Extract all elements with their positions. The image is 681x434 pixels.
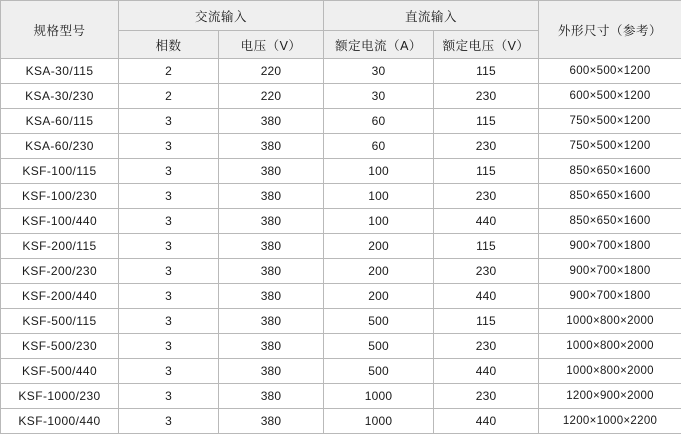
cell-ac-voltage: 380: [219, 284, 324, 309]
cell-model: KSF-1000/440: [1, 409, 119, 434]
cell-dimensions: 1000×800×2000: [539, 359, 681, 384]
cell-model: KSF-500/440: [1, 359, 119, 384]
cell-ac-voltage: 380: [219, 259, 324, 284]
cell-dimensions: 600×500×1200: [539, 59, 681, 84]
cell-model: KSF-100/115: [1, 159, 119, 184]
table-row: [1, 384, 681, 409]
cell-model: KSF-500/230: [1, 334, 119, 359]
cell-ac-voltage: 380: [219, 409, 324, 434]
header-model: 规格型号: [1, 1, 119, 59]
table-row: [1, 159, 681, 184]
header-dc-rated-current: 额定电流（A）: [324, 31, 434, 59]
cell-model: KSA-60/230: [1, 134, 119, 159]
cell-dc-current: 200: [324, 259, 434, 284]
table-row: [1, 284, 681, 309]
cell-phase: 3: [119, 409, 219, 434]
cell-dc-current: 1000: [324, 409, 434, 434]
cell-phase: 3: [119, 284, 219, 309]
cell-model: KSF-500/115: [1, 309, 119, 334]
cell-dc-voltage: 230: [434, 134, 539, 159]
table-row: [1, 409, 681, 434]
cell-ac-voltage: 380: [219, 159, 324, 184]
cell-dc-current: 500: [324, 359, 434, 384]
cell-phase: 3: [119, 134, 219, 159]
cell-dimensions: 1000×800×2000: [539, 334, 681, 359]
cell-dimensions: 1200×1000×2200: [539, 409, 681, 434]
cell-dc-voltage: 115: [434, 59, 539, 84]
table-row: [1, 209, 681, 234]
cell-model: KSA-60/115: [1, 109, 119, 134]
cell-dimensions: 600×500×1200: [539, 84, 681, 109]
cell-dimensions: 1000×800×2000: [539, 309, 681, 334]
cell-dimensions: 750×500×1200: [539, 109, 681, 134]
header-phase-count: 相数: [119, 31, 219, 59]
cell-model: KSF-100/230: [1, 184, 119, 209]
table-body: [1, 59, 681, 434]
table-row: [1, 309, 681, 334]
cell-dc-current: 60: [324, 109, 434, 134]
cell-dc-voltage: 230: [434, 384, 539, 409]
cell-phase: 3: [119, 259, 219, 284]
cell-dc-voltage: 115: [434, 234, 539, 259]
cell-phase: 2: [119, 84, 219, 109]
cell-dc-voltage: 115: [434, 309, 539, 334]
header-dimensions: 外形尺寸（参考）: [539, 1, 681, 59]
cell-ac-voltage: 380: [219, 384, 324, 409]
cell-ac-voltage: 380: [219, 209, 324, 234]
cell-dc-current: 60: [324, 134, 434, 159]
table-row: [1, 259, 681, 284]
header-group-dc-input: 直流输入: [324, 1, 539, 31]
cell-dc-voltage: 115: [434, 159, 539, 184]
cell-phase: 3: [119, 309, 219, 334]
cell-model: KSF-200/440: [1, 284, 119, 309]
cell-dc-current: 100: [324, 209, 434, 234]
cell-dc-voltage: 230: [434, 334, 539, 359]
cell-ac-voltage: 380: [219, 184, 324, 209]
cell-dimensions: 900×700×1800: [539, 284, 681, 309]
cell-ac-voltage: 380: [219, 134, 324, 159]
cell-dc-voltage: 230: [434, 84, 539, 109]
cell-dc-voltage: 440: [434, 409, 539, 434]
cell-model: KSF-1000/230: [1, 384, 119, 409]
cell-phase: 3: [119, 109, 219, 134]
cell-dc-voltage: 230: [434, 184, 539, 209]
cell-dc-current: 30: [324, 84, 434, 109]
cell-dc-voltage: 230: [434, 259, 539, 284]
cell-dimensions: 850×650×1600: [539, 159, 681, 184]
table-row: [1, 184, 681, 209]
cell-phase: 3: [119, 184, 219, 209]
cell-ac-voltage: 380: [219, 234, 324, 259]
cell-phase: 3: [119, 234, 219, 259]
cell-ac-voltage: 380: [219, 334, 324, 359]
cell-dc-current: 200: [324, 234, 434, 259]
table-row: [1, 234, 681, 259]
cell-dimensions: 850×650×1600: [539, 184, 681, 209]
cell-dimensions: 900×700×1800: [539, 259, 681, 284]
cell-dc-current: 30: [324, 59, 434, 84]
cell-model: KSA-30/115: [1, 59, 119, 84]
cell-dimensions: 900×700×1800: [539, 234, 681, 259]
cell-dc-current: 500: [324, 334, 434, 359]
table-header: [1, 1, 681, 59]
header-group-row: [1, 1, 681, 31]
cell-dc-voltage: 440: [434, 359, 539, 384]
cell-phase: 3: [119, 159, 219, 184]
cell-dimensions: 1200×900×2000: [539, 384, 681, 409]
table-row: [1, 334, 681, 359]
cell-dc-current: 500: [324, 309, 434, 334]
table-row: [1, 84, 681, 109]
table-row: [1, 134, 681, 159]
cell-phase: 2: [119, 59, 219, 84]
cell-ac-voltage: 380: [219, 109, 324, 134]
cell-dc-voltage: 440: [434, 209, 539, 234]
table-row: [1, 59, 681, 84]
cell-phase: 3: [119, 384, 219, 409]
cell-model: KSA-30/230: [1, 84, 119, 109]
header-dc-rated-voltage: 额定电压（V）: [434, 31, 539, 59]
cell-dimensions: 850×650×1600: [539, 209, 681, 234]
table-row: [1, 359, 681, 384]
cell-phase: 3: [119, 209, 219, 234]
table-row: [1, 109, 681, 134]
cell-dc-current: 100: [324, 159, 434, 184]
cell-dc-current: 200: [324, 284, 434, 309]
cell-ac-voltage: 380: [219, 309, 324, 334]
cell-ac-voltage: 220: [219, 84, 324, 109]
cell-phase: 3: [119, 334, 219, 359]
cell-phase: 3: [119, 359, 219, 384]
cell-ac-voltage: 380: [219, 359, 324, 384]
cell-dimensions: 750×500×1200: [539, 134, 681, 159]
header-ac-voltage: 电压（V）: [219, 31, 324, 59]
cell-model: KSF-200/115: [1, 234, 119, 259]
cell-model: KSF-200/230: [1, 259, 119, 284]
cell-ac-voltage: 220: [219, 59, 324, 84]
cell-dc-voltage: 115: [434, 109, 539, 134]
cell-model: KSF-100/440: [1, 209, 119, 234]
cell-dc-current: 1000: [324, 384, 434, 409]
cell-dc-voltage: 440: [434, 284, 539, 309]
header-group-ac-input: 交流输入: [119, 1, 324, 31]
cell-dc-current: 100: [324, 184, 434, 209]
